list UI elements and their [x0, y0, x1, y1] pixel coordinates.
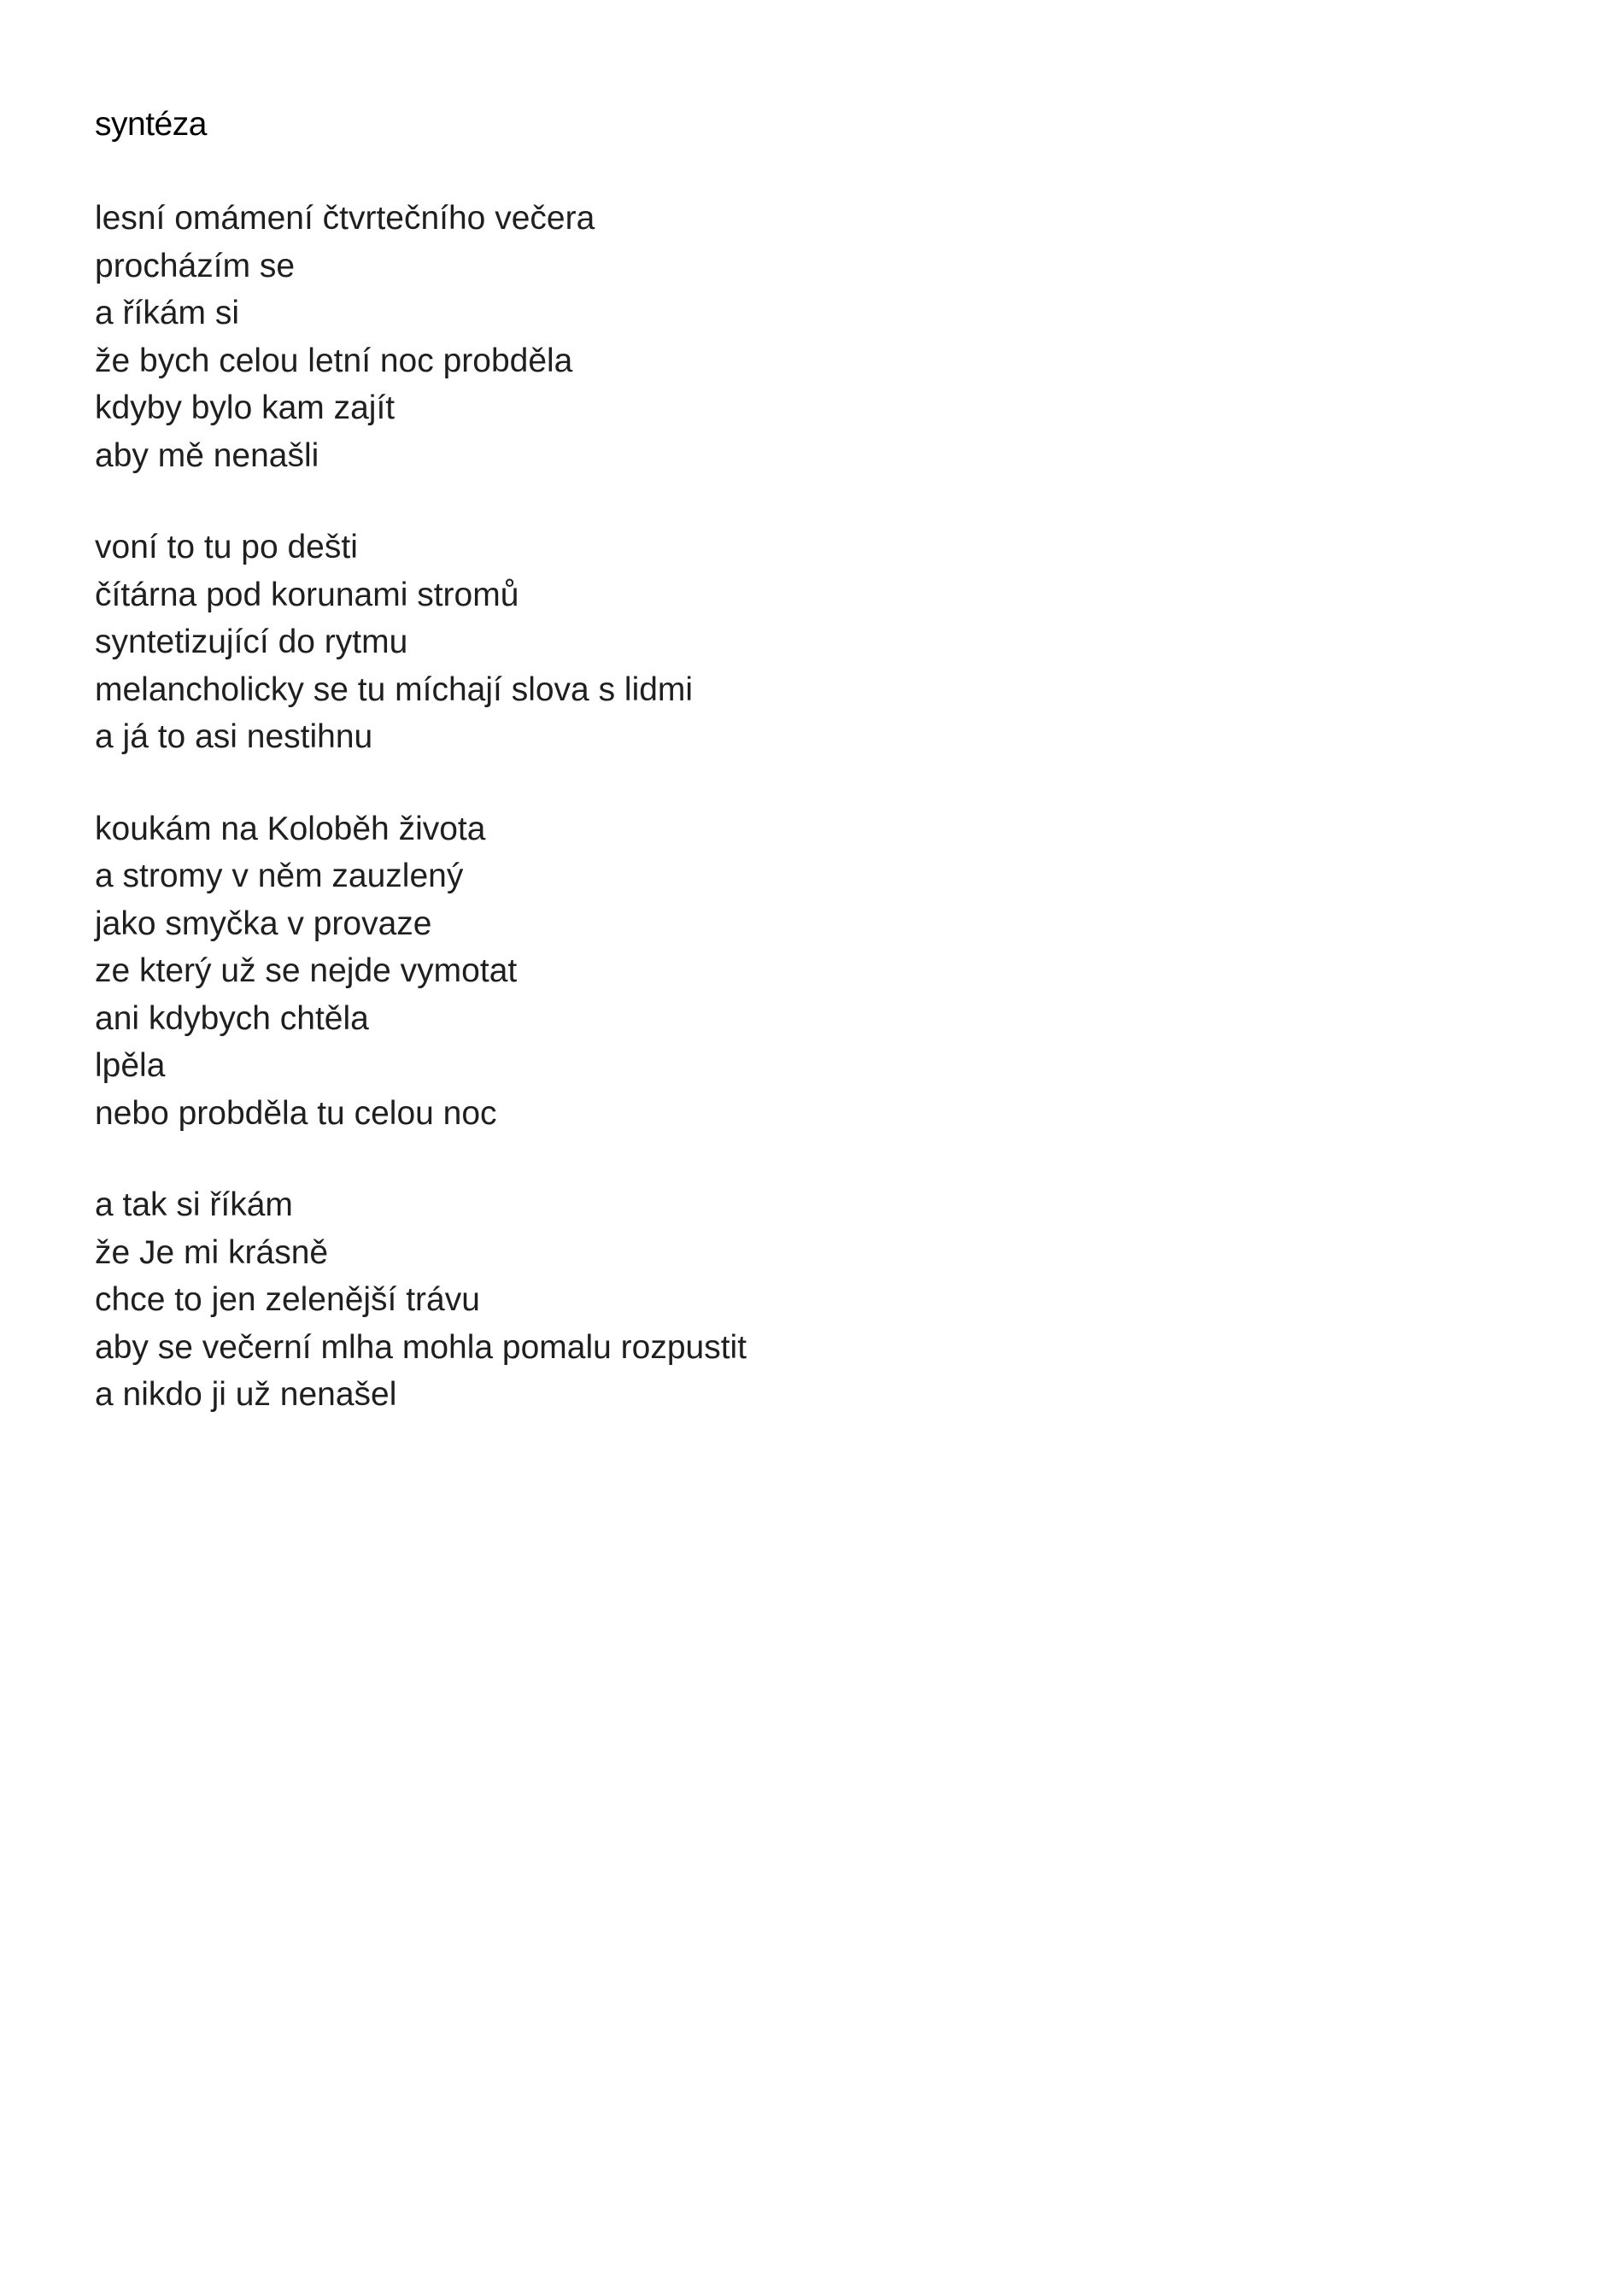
stanza-2 — [95, 524, 1530, 761]
poem-line: že bych celou letní noc probděla — [95, 342, 573, 379]
stanza-3 — [95, 805, 1530, 1138]
poem-line: a já to asi nestihnu — [95, 718, 373, 755]
poem-line: aby mě nenašli — [95, 436, 319, 474]
poem-line: chce to jen zelenější trávu — [95, 1281, 480, 1318]
poem-line: nebo probděla tu celou noc — [95, 1094, 497, 1132]
poem-line: a tak si říkám — [95, 1186, 293, 1223]
poem-line: ze který už se nejde vymotat — [95, 952, 518, 989]
poem-line: ani kdybych chtěla — [95, 999, 369, 1037]
poem-line: koukám na Koloběh života — [95, 810, 486, 847]
poem-title: syntéza — [95, 106, 207, 143]
poem-line: procházím se — [95, 247, 296, 284]
poem-line: voní to tu po dešti — [95, 529, 358, 565]
poem-body — [95, 195, 1530, 1463]
stanza-1 — [95, 195, 1530, 479]
poem-line: a stromy v něm zauzlený — [95, 858, 464, 894]
poem-line: čítárna pod korunami stromů — [95, 576, 519, 613]
poem-line: lpěla — [95, 1047, 166, 1084]
poem-line: a říkám si — [95, 295, 240, 331]
poem-line: syntetizující do rytmu — [95, 624, 408, 660]
poem-line: kdyby bylo kam zajít — [95, 390, 395, 426]
stanza-4 — [95, 1181, 1530, 1419]
poem-line: že Je mi krásně — [95, 1233, 329, 1271]
poem-line: a nikdo ji už nenašel — [95, 1376, 397, 1413]
poem-line: lesní omámení čtvrtečního večera — [95, 200, 595, 237]
poem-line: melancholicky se tu míchají slova s lidmi — [95, 671, 694, 708]
poem-line: jako smyčka v provaze — [95, 905, 432, 942]
poem-line: aby se večerní mlha mohla pomalu rozpustit — [95, 1328, 747, 1366]
